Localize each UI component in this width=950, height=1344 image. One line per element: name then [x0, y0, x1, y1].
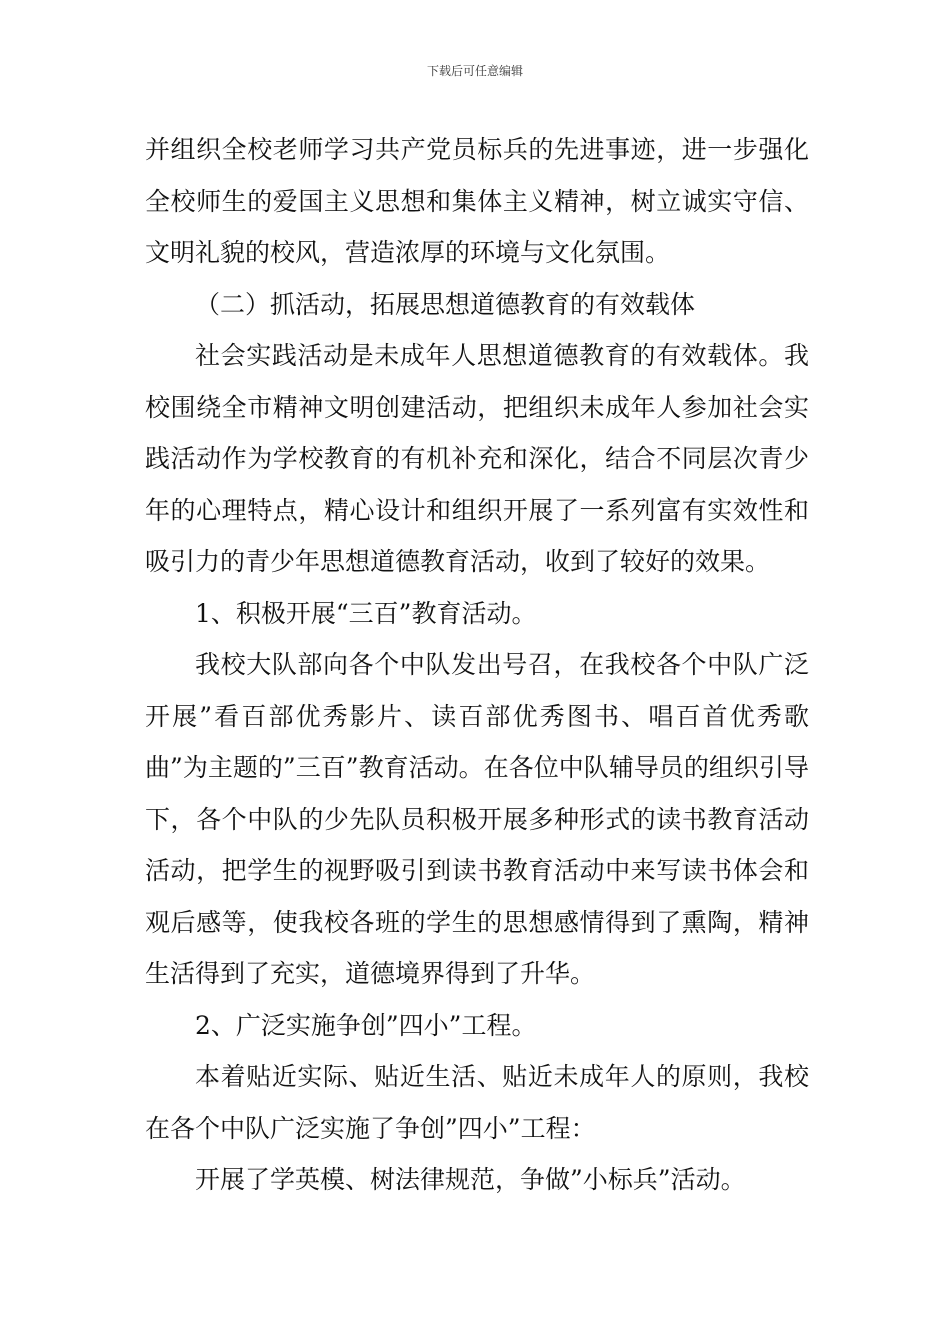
section-heading-2: （二）抓活动，拓展思想道德教育的有效载体: [195, 289, 696, 319]
paragraph-1: 并组织全校老师学习共产党员标兵的先进事迹，进一步强化全校师生的爱国主义思想和集体主义精神，树立诚实守信、文明礼貌的校风，营造浓厚的环境与文化氛围。: [145, 135, 809, 267]
paragraph-3: 社会实践活动是未成年人思想道德教育的有效载体。我校围绕全市精神文明创建活动，把组织未成年人参加社会实践活动作为学校教育的有机补充和深化，结合不同层次青少年的心理特点，精心设计和组织开展了一系列富有实效性和吸引力的青少年思想道德教育活动，收到了较好的效果。: [145, 341, 809, 576]
paragraph-8: 开展了学英模、树法律规范，争做”小标兵”活动。: [195, 1165, 746, 1194]
subheading-6: 2、广泛实施争创”四小”工程。: [195, 1010, 537, 1040]
paragraph-7: 本着贴近实际、贴近生活、贴近未成年人的原则，我校在各个中队广泛实施了争创”四小”工程：: [145, 1062, 809, 1143]
paragraph-5: 我校大队部向各个中队发出号召，在我校各个中队广泛开展”看百部优秀影片、读百部优秀图书、唱百首优秀歌曲”为主题的”三百”教育活动。在各位中队辅导员的组织引导下，各个中队的少先队员积极开展多种形式的读书教育活动活动，把学生的视野吸引到读书教育活动中来写读书体会和观后感等，使我校各班的学生的思想感情得到了熏陶，精神生活得到了充实，道德境界得到了升华。: [145, 650, 809, 988]
page-header: 下载后可任意编辑: [426, 64, 523, 78]
subheading-4: 1、积极开展“三百”教育活动。: [195, 598, 537, 628]
document-body: [145, 124, 809, 1206]
